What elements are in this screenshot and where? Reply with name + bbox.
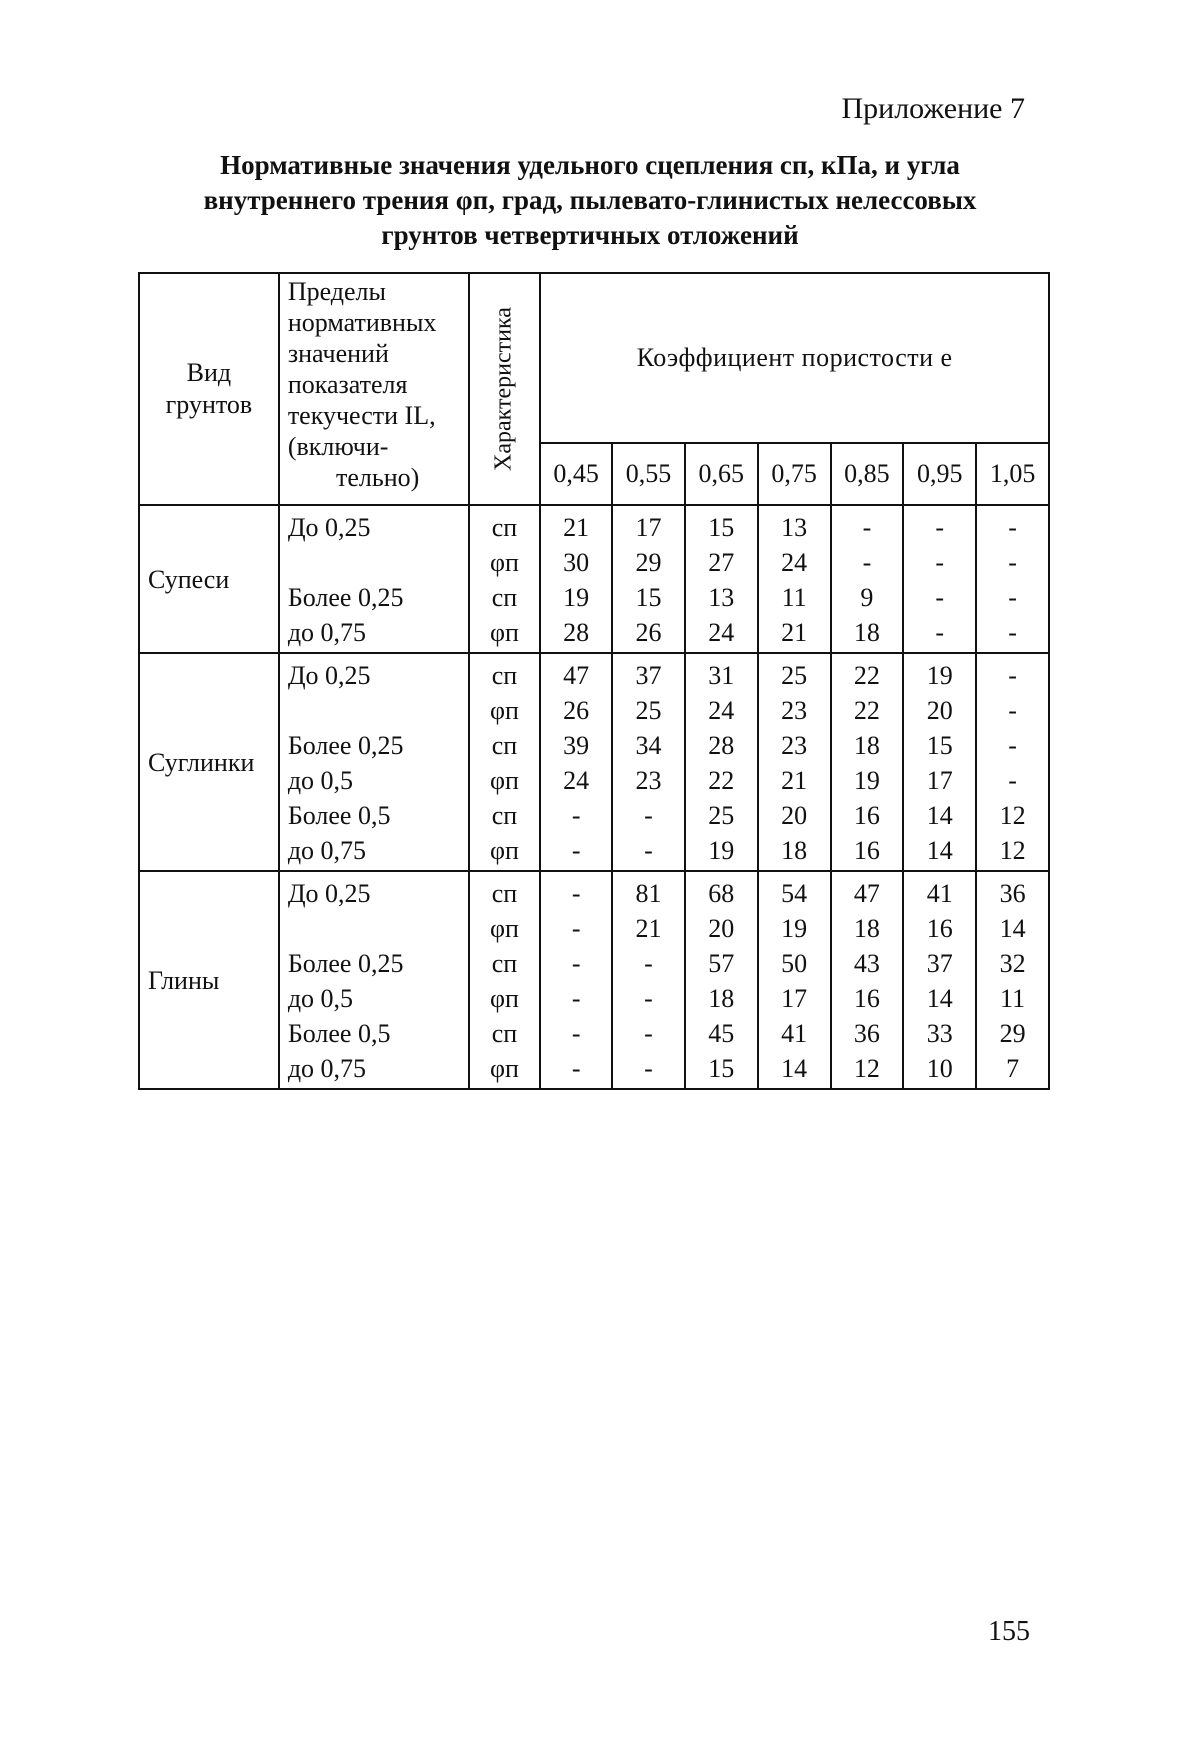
value-cell: 19 — [781, 914, 808, 943]
value-cell: 19 — [563, 583, 590, 612]
header-limits-line: Пределы — [287, 277, 386, 306]
value-cell: - — [862, 548, 872, 577]
value-cell: 11 — [781, 583, 807, 612]
value-cell: - — [1008, 583, 1017, 612]
value-column-cell — [758, 505, 831, 653]
limit-text: До 0,25 — [287, 879, 371, 908]
title-line: Нормативные значения удельного сцепления сп, кПа, и угла — [220, 150, 960, 180]
limit-text: до 0,75 — [287, 1054, 367, 1083]
header-characteristic — [469, 273, 541, 505]
characteristic-symbol: φп — [489, 1054, 519, 1083]
value-cell: - — [644, 1054, 653, 1083]
value-cell: 12 — [999, 801, 1026, 830]
value-cell: 23 — [635, 766, 662, 795]
header-e-value: 0,95 — [903, 443, 976, 505]
value-cell: 18 — [853, 731, 880, 760]
value-cell: 68 — [708, 879, 735, 908]
value-cell: 19 — [853, 766, 880, 795]
value-cell: - — [571, 801, 581, 830]
value-cell: 15 — [708, 1054, 735, 1083]
limit-text: до 0,75 — [287, 618, 367, 647]
characteristic-symbol: сп — [491, 1019, 518, 1048]
value-cell: - — [1008, 548, 1017, 577]
value-cell: 9 — [860, 583, 874, 612]
value-cell: 20 — [708, 914, 735, 943]
value-column-cell — [685, 505, 758, 653]
header-e-value: 1,05 — [976, 443, 1049, 505]
value-cell: 14 — [999, 914, 1026, 943]
limits-cell — [279, 505, 469, 653]
value-cell: 22 — [708, 766, 735, 795]
value-cell: 45 — [708, 1019, 735, 1048]
value-cell: 15 — [708, 513, 735, 542]
header-porosity-coefficient: Коэффициент пористости е — [540, 273, 1049, 443]
value-cell: 11 — [1000, 984, 1026, 1013]
soil-group-row — [139, 653, 1049, 871]
header-e-value: 0,65 — [685, 443, 758, 505]
value-cell: 18 — [781, 836, 808, 865]
header-limits-line: показателя — [287, 370, 408, 399]
value-cell: 19 — [926, 661, 953, 690]
value-cell: - — [862, 513, 872, 542]
limits-cell — [279, 653, 469, 871]
value-cell: 41 — [926, 879, 953, 908]
appendix-label: Приложение 7 — [841, 92, 1025, 125]
header-e-value: 0,45 — [540, 443, 612, 505]
characteristic-symbol: φп — [489, 914, 519, 943]
page-number: 155 — [988, 1616, 1030, 1647]
value-cell: 34 — [635, 731, 662, 760]
value-cell: 50 — [781, 949, 808, 978]
value-cell: 17 — [781, 984, 808, 1013]
value-cell: 17 — [635, 513, 662, 542]
value-cell: - — [644, 1019, 653, 1048]
value-cell: 28 — [563, 618, 590, 647]
value-cell: 29 — [999, 1019, 1026, 1048]
value-cell: - — [571, 914, 581, 943]
value-column-cell — [831, 871, 904, 1089]
characteristic-symbol: сп — [491, 513, 518, 542]
value-cell: 13 — [708, 583, 735, 612]
value-column-cell — [540, 871, 612, 1089]
value-cell: 29 — [635, 548, 662, 577]
value-cell: 24 — [708, 618, 735, 647]
value-cell: 28 — [708, 731, 735, 760]
header-characteristic-label: Характеристика — [490, 307, 517, 471]
value-cell: 23 — [781, 731, 808, 760]
header-limits-line: тельно) — [336, 463, 420, 492]
value-column-cell — [903, 505, 976, 653]
header-e-value: 0,85 — [831, 443, 904, 505]
value-cell: - — [644, 949, 653, 978]
value-cell: 25 — [635, 696, 662, 725]
header-soil-kind-line: Вид — [186, 358, 232, 387]
header-soil-kind-line: грунтов — [165, 390, 253, 419]
value-cell: 27 — [708, 548, 735, 577]
value-column-cell — [612, 871, 685, 1089]
value-cell: 16 — [926, 914, 953, 943]
value-cell: 31 — [708, 661, 735, 690]
characteristic-symbol: сп — [491, 661, 518, 690]
value-cell: 14 — [926, 984, 953, 1013]
value-cell: 57 — [708, 949, 735, 978]
value-cell: 19 — [708, 836, 735, 865]
value-cell: 16 — [853, 801, 880, 830]
value-cell: 20 — [926, 696, 953, 725]
value-cell: - — [1008, 766, 1017, 795]
value-cell: 47 — [563, 661, 590, 690]
value-column-cell — [758, 653, 831, 871]
value-cell: 22 — [853, 661, 880, 690]
table-body — [139, 505, 1049, 1089]
value-cell: 54 — [781, 879, 808, 908]
value-cell: 26 — [563, 696, 590, 725]
characteristic-symbol: φп — [489, 836, 519, 865]
value-cell: 16 — [853, 836, 880, 865]
limit-text: Более 0,25 — [287, 583, 404, 612]
characteristic-cell — [469, 871, 541, 1089]
limit-text — [288, 911, 468, 946]
value-column-cell — [612, 505, 685, 653]
characteristic-symbol: φп — [489, 618, 519, 647]
limit-text: До 0,25 — [287, 661, 371, 690]
value-cell: 18 — [853, 914, 880, 943]
limit-text: до 0,5 — [287, 766, 354, 795]
table-title — [150, 148, 1030, 253]
soil-kind: Глины — [139, 871, 279, 1089]
value-cell: - — [935, 618, 945, 647]
characteristic-symbol: φп — [489, 696, 519, 725]
value-cell: 7 — [1006, 1054, 1020, 1083]
value-cell: 21 — [781, 618, 808, 647]
value-cell: 12 — [999, 836, 1026, 865]
value-cell: 21 — [635, 914, 662, 943]
value-cell: - — [935, 548, 945, 577]
value-column-cell — [831, 653, 904, 871]
value-column-cell — [976, 871, 1049, 1089]
title-line: грунтов четвертичных отложений — [381, 220, 799, 250]
value-cell: 26 — [635, 618, 662, 647]
header-limits-line: текучести IL, — [287, 401, 436, 430]
value-cell: 24 — [708, 696, 735, 725]
value-cell: 25 — [781, 661, 808, 690]
value-cell: - — [571, 949, 581, 978]
value-cell: 43 — [853, 949, 880, 978]
value-cell: - — [1008, 513, 1017, 542]
value-cell: 20 — [781, 801, 808, 830]
title-line: внутреннего трения φп, град, пылевато-глинистых нелессовых — [203, 185, 977, 215]
value-cell: 15 — [926, 731, 953, 760]
value-cell: 18 — [853, 618, 880, 647]
limit-text: Более 0,5 — [287, 801, 391, 830]
value-column-cell — [903, 871, 976, 1089]
value-cell: 81 — [635, 879, 662, 908]
value-column-cell — [831, 505, 904, 653]
soil-kind: Супеси — [139, 505, 279, 653]
value-cell: 37 — [926, 949, 953, 978]
header-limits — [279, 273, 469, 505]
value-cell: 30 — [563, 548, 590, 577]
value-cell: 10 — [926, 1054, 953, 1083]
soil-group-row — [139, 505, 1049, 653]
value-cell: - — [644, 984, 653, 1013]
characteristic-symbol: φп — [489, 548, 519, 577]
value-cell: - — [935, 513, 945, 542]
value-cell: 21 — [563, 513, 590, 542]
header-soil-kind — [139, 273, 279, 505]
value-column-cell — [685, 653, 758, 871]
limit-text: до 0,75 — [287, 836, 367, 865]
value-cell: 22 — [853, 696, 880, 725]
value-cell: 41 — [781, 1019, 808, 1048]
value-cell: 13 — [781, 513, 808, 542]
limit-text: до 0,5 — [287, 984, 354, 1013]
characteristic-symbol: сп — [491, 949, 518, 978]
soil-properties-table — [138, 272, 1050, 1090]
characteristic-symbol: сп — [491, 583, 518, 612]
value-column-cell — [976, 653, 1049, 871]
limit-text: Более 0,25 — [287, 731, 404, 760]
limit-text: До 0,25 — [287, 513, 371, 542]
characteristic-symbol: сп — [491, 879, 518, 908]
limit-text: Более 0,25 — [287, 949, 404, 978]
characteristic-symbol: φп — [489, 766, 519, 795]
soil-group-row — [139, 871, 1049, 1089]
value-cell: 37 — [635, 661, 662, 690]
value-cell: 14 — [926, 836, 953, 865]
value-cell: - — [571, 1019, 581, 1048]
value-cell: 36 — [853, 1019, 880, 1048]
value-cell: 32 — [999, 949, 1026, 978]
value-cell: 14 — [926, 801, 953, 830]
value-column-cell — [903, 653, 976, 871]
value-cell: 15 — [635, 583, 662, 612]
value-cell: 21 — [781, 766, 808, 795]
value-cell: - — [644, 836, 653, 865]
value-cell: 24 — [563, 766, 590, 795]
value-cell: 18 — [708, 984, 735, 1013]
value-cell: - — [1008, 731, 1017, 760]
value-cell: - — [1008, 661, 1017, 690]
value-cell: - — [571, 984, 581, 1013]
value-cell: 47 — [853, 879, 880, 908]
limit-text: Более 0,5 — [287, 1019, 391, 1048]
value-cell: 16 — [853, 984, 880, 1013]
value-cell: - — [1008, 618, 1017, 647]
value-cell: - — [571, 879, 581, 908]
value-cell: 12 — [853, 1054, 880, 1083]
limit-text — [288, 693, 468, 728]
value-cell: - — [935, 583, 945, 612]
characteristic-cell — [469, 505, 541, 653]
limits-cell — [279, 871, 469, 1089]
header-e-value: 0,55 — [612, 443, 685, 505]
value-cell: 25 — [708, 801, 735, 830]
value-cell: 39 — [563, 731, 590, 760]
soil-kind: Суглинки — [139, 653, 279, 871]
value-cell: - — [571, 1054, 581, 1083]
characteristic-symbol: φп — [489, 984, 519, 1013]
limit-text — [288, 545, 468, 580]
characteristic-cell — [469, 653, 541, 871]
value-cell: 23 — [781, 696, 808, 725]
value-column-cell — [758, 871, 831, 1089]
header-limits-line: нормативных — [287, 308, 437, 337]
value-cell: 24 — [781, 548, 808, 577]
value-cell: 17 — [926, 766, 953, 795]
header-limits-line: (включи- — [287, 432, 389, 461]
value-cell: 36 — [999, 879, 1026, 908]
value-column-cell — [540, 653, 612, 871]
value-cell: 33 — [926, 1019, 953, 1048]
header-e-value: 0,75 — [758, 443, 831, 505]
value-cell: 14 — [781, 1054, 808, 1083]
characteristic-symbol: сп — [491, 801, 518, 830]
value-column-cell — [540, 505, 612, 653]
value-column-cell — [685, 871, 758, 1089]
header-limits-line: значений — [287, 339, 389, 368]
value-cell: - — [1008, 696, 1017, 725]
value-column-cell — [976, 505, 1049, 653]
value-cell: - — [571, 836, 581, 865]
characteristic-symbol: сп — [491, 731, 518, 760]
value-column-cell — [612, 653, 685, 871]
value-cell: - — [644, 801, 653, 830]
